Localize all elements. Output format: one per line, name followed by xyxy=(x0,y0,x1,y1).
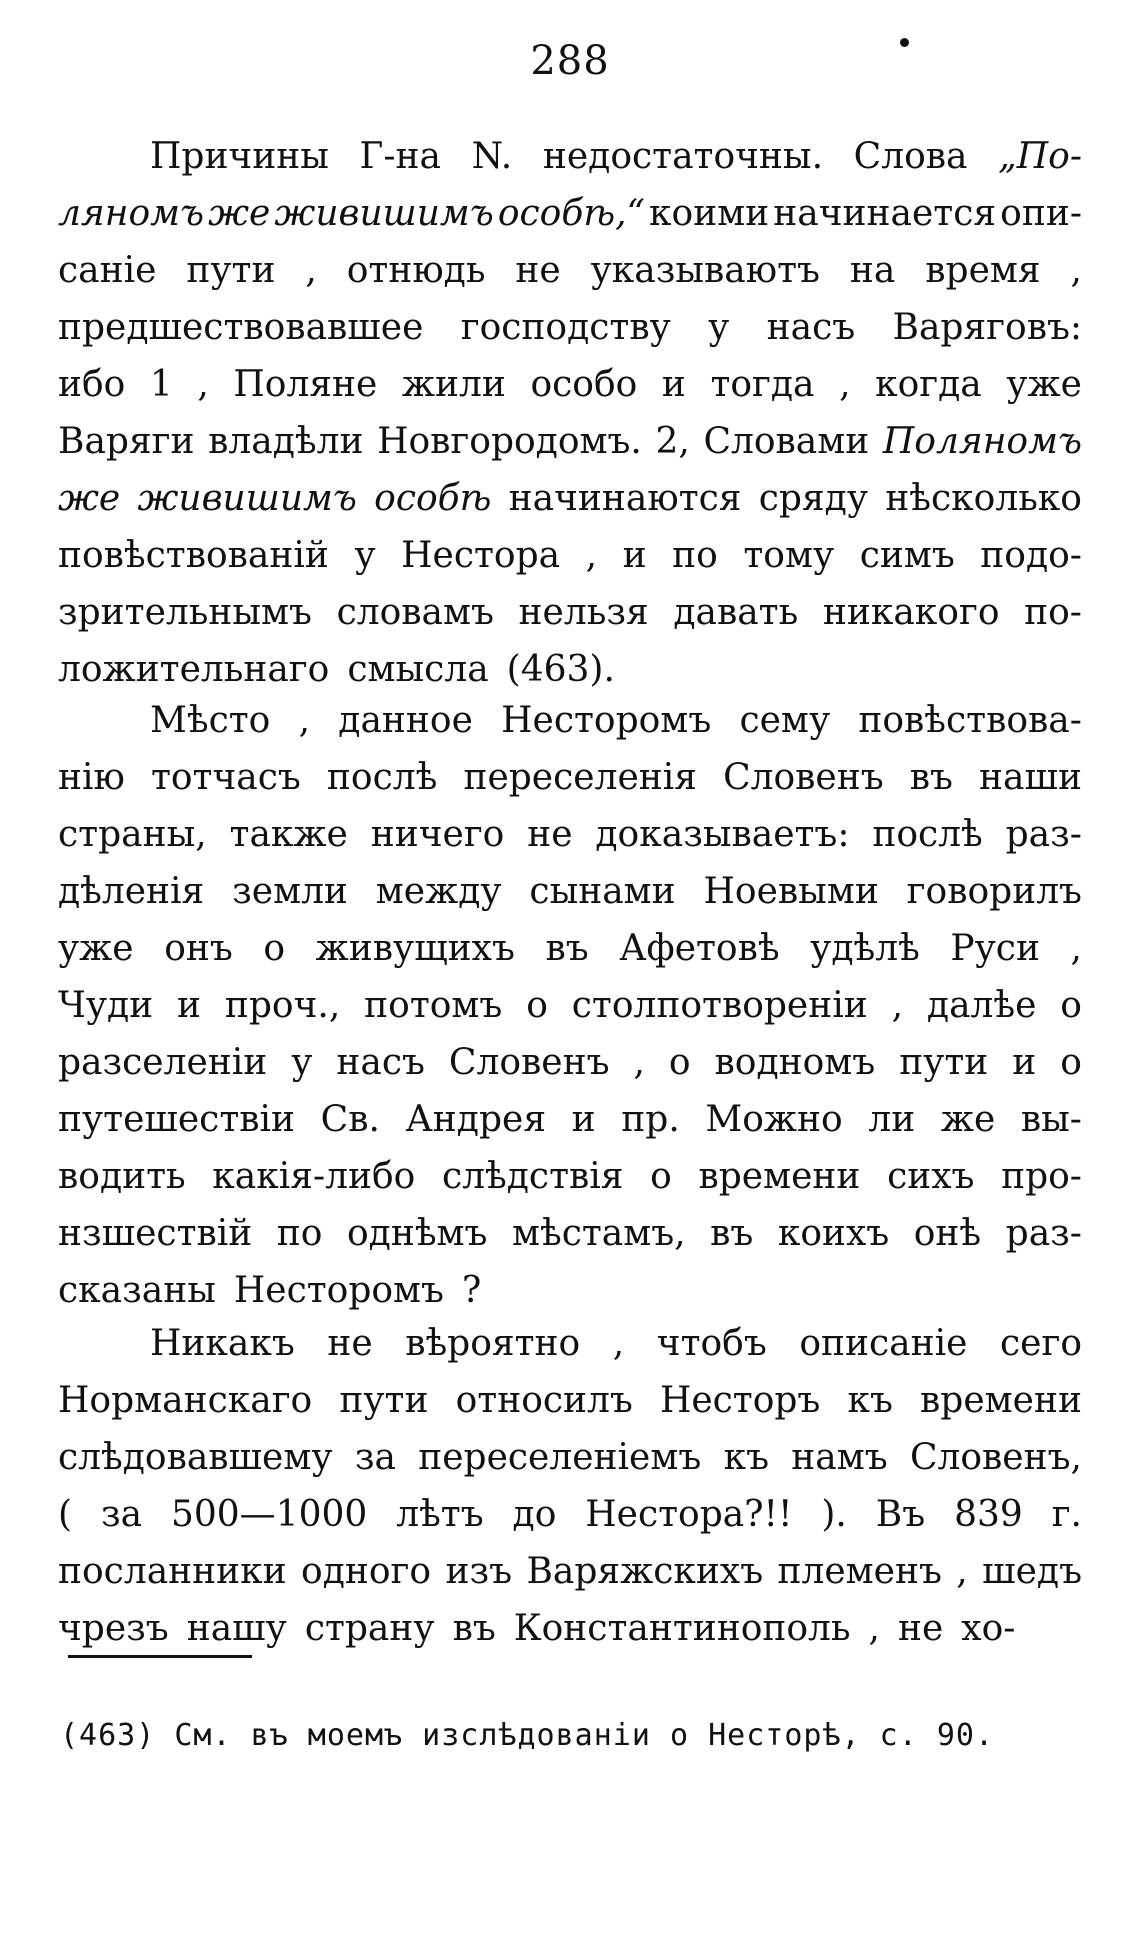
word: , xyxy=(1070,928,1082,969)
word: же xyxy=(940,1099,996,1140)
word: послѣ xyxy=(872,814,983,855)
word: и xyxy=(571,1099,596,1140)
text-line xyxy=(58,584,1082,641)
word: , xyxy=(839,364,851,405)
word: Андрея xyxy=(405,1099,547,1140)
word: данное xyxy=(338,700,473,741)
word: Словенъ, xyxy=(909,1437,1082,1478)
word: хо- xyxy=(961,1608,1016,1649)
word: , xyxy=(298,700,311,741)
text-line xyxy=(58,1034,1082,1091)
word: въ xyxy=(452,1608,496,1649)
word: 2, xyxy=(655,421,690,462)
word: уже xyxy=(1006,364,1082,405)
word: особо xyxy=(530,364,638,405)
word: когда xyxy=(875,364,982,405)
word: изъ xyxy=(445,1551,513,1592)
word: живишимъ xyxy=(137,478,357,519)
word: насъ xyxy=(766,307,856,348)
text-line xyxy=(58,1205,1082,1262)
word: 500—1000 xyxy=(170,1494,368,1535)
text-line xyxy=(58,692,1082,749)
word: Поляне xyxy=(233,364,378,405)
text-line xyxy=(58,977,1082,1034)
word: г. xyxy=(1051,1494,1082,1535)
word: , xyxy=(633,1042,645,1083)
word: описаніе xyxy=(799,1323,968,1364)
word: пути xyxy=(899,1042,989,1083)
word: жили xyxy=(401,364,506,405)
word: Руси xyxy=(950,928,1040,969)
word: про- xyxy=(1001,1156,1082,1197)
word: въ xyxy=(909,757,953,798)
word: ибо xyxy=(58,364,126,405)
word: Слова xyxy=(853,136,968,177)
word: за xyxy=(354,1437,396,1478)
word: у xyxy=(354,535,376,576)
word: , xyxy=(612,1323,625,1364)
word: особѣ,“ xyxy=(497,193,645,234)
word: повѣствова- xyxy=(858,700,1082,741)
word: живишимъ xyxy=(274,193,494,234)
word: N. xyxy=(471,136,513,177)
word: водить xyxy=(58,1156,186,1197)
word: на xyxy=(849,250,896,291)
word: Словами xyxy=(703,421,870,462)
word: времени xyxy=(698,1156,861,1197)
word: у xyxy=(708,307,730,348)
word: однѣмъ xyxy=(347,1213,488,1254)
word: ). xyxy=(821,1494,847,1535)
word: нѣсколько xyxy=(885,478,1082,519)
word: проч., xyxy=(224,985,341,1026)
word: Поляномъ xyxy=(882,421,1082,462)
word: же xyxy=(58,478,121,519)
word: симъ xyxy=(859,535,955,576)
word: зрительнымъ xyxy=(58,592,312,633)
word: о xyxy=(1060,985,1082,1026)
word: земли xyxy=(232,871,348,912)
paragraph-1 xyxy=(58,128,1082,698)
word: ложительнаго xyxy=(58,649,330,690)
word: столпотвореніи xyxy=(571,985,868,1026)
word: не xyxy=(515,250,561,291)
footnote-divider xyxy=(68,1655,252,1658)
text-line xyxy=(58,1315,1082,1372)
word: Варяжскихъ xyxy=(526,1551,764,1592)
word: потомъ xyxy=(364,985,503,1026)
text-line xyxy=(58,527,1082,584)
word: о xyxy=(668,1042,691,1083)
word: ? xyxy=(461,1270,482,1311)
word: отнюдь xyxy=(346,250,486,291)
word: нельзя xyxy=(518,592,649,633)
word: пути xyxy=(186,250,276,291)
text-line xyxy=(58,1429,1082,1486)
text-line xyxy=(58,1543,1082,1600)
word: далѣе xyxy=(926,985,1037,1026)
word: нзшествій xyxy=(58,1213,253,1254)
word: вы- xyxy=(1020,1099,1082,1140)
word: времени xyxy=(920,1380,1082,1421)
word: время xyxy=(925,250,1041,291)
word: по- xyxy=(1024,592,1082,633)
word: владѣли xyxy=(208,421,364,462)
paragraph-3 xyxy=(58,1315,1082,1657)
word: тотчасъ xyxy=(150,757,301,798)
word: начинается xyxy=(773,193,997,234)
word: не xyxy=(327,1323,373,1364)
word: чтобъ xyxy=(656,1323,767,1364)
text-line xyxy=(58,1091,1082,1148)
word: не xyxy=(897,1608,944,1649)
word: же xyxy=(208,193,271,234)
text-line xyxy=(58,749,1082,806)
word: шедъ xyxy=(982,1551,1082,1592)
word: послѣ xyxy=(326,757,438,798)
word: не xyxy=(527,814,573,855)
word: коими xyxy=(649,193,770,234)
word: наши xyxy=(979,757,1082,798)
word: и xyxy=(661,364,686,405)
word: коихъ xyxy=(777,1213,890,1254)
word: нашу xyxy=(186,1608,287,1649)
word: , xyxy=(1070,250,1082,291)
word: намъ xyxy=(791,1437,888,1478)
text-line xyxy=(58,413,1082,470)
text-line xyxy=(58,1600,1082,1657)
word: Св. xyxy=(320,1099,380,1140)
word: Никакъ xyxy=(150,1323,295,1364)
word: господству xyxy=(460,307,671,348)
word: вѣроятно xyxy=(405,1323,581,1364)
word: Ноевыми xyxy=(703,871,879,912)
word: предшествовавшее xyxy=(58,307,424,348)
word: сего xyxy=(999,1323,1082,1364)
word: Г-на xyxy=(359,136,441,177)
word: уже xyxy=(58,928,134,969)
word: лѣтъ xyxy=(396,1494,484,1535)
word: ( xyxy=(58,1494,73,1535)
word: , xyxy=(197,364,209,405)
word: словамъ xyxy=(336,592,494,633)
word: разселеніи xyxy=(58,1042,268,1083)
word: нію xyxy=(58,757,125,798)
word: и xyxy=(177,985,202,1026)
word: страну xyxy=(304,1608,435,1649)
word: по xyxy=(276,1213,323,1254)
ink-spot xyxy=(900,38,909,47)
word: слѣдовавшему xyxy=(58,1437,333,1478)
text-line xyxy=(58,641,1082,698)
word: и xyxy=(622,535,647,576)
word: мѣстамъ, xyxy=(511,1213,686,1254)
word: говорилъ xyxy=(906,871,1082,912)
word: водномъ xyxy=(714,1042,876,1083)
word: онѣ xyxy=(913,1213,982,1254)
text-line xyxy=(58,242,1082,299)
word: одного xyxy=(301,1551,432,1592)
word: о xyxy=(1060,1042,1082,1083)
word: , xyxy=(305,250,317,291)
word: сряду xyxy=(758,478,869,519)
page-number: 288 xyxy=(530,38,610,84)
word: сказаны xyxy=(58,1270,216,1311)
word: въ xyxy=(545,928,589,969)
text-line xyxy=(58,1262,1082,1319)
word: ляномъ xyxy=(58,193,204,234)
word: о xyxy=(263,928,286,969)
word: дѣленія xyxy=(58,871,205,912)
word: Словенъ xyxy=(723,757,884,798)
word: страны, xyxy=(58,814,207,855)
word: Нестора xyxy=(401,535,561,576)
word: , xyxy=(891,985,904,1026)
word: 839 xyxy=(954,1494,1023,1535)
word: сынами xyxy=(529,871,676,912)
word: насъ xyxy=(336,1042,425,1083)
word: относилъ xyxy=(455,1380,633,1421)
text-line xyxy=(58,1372,1082,1429)
text-line xyxy=(58,1486,1082,1543)
word: начинаются xyxy=(508,478,742,519)
word: Несторъ xyxy=(659,1380,821,1421)
word: , xyxy=(868,1608,880,1649)
word: чрезъ xyxy=(58,1608,169,1649)
paragraph-2 xyxy=(58,692,1082,1319)
text-line xyxy=(58,470,1082,527)
word: Мѣсто xyxy=(150,700,271,741)
word: также xyxy=(229,814,348,855)
word: Нестора?!! xyxy=(585,1494,793,1535)
word: переселенія xyxy=(463,757,697,798)
word: и xyxy=(1012,1042,1037,1083)
text-line xyxy=(58,1148,1082,1205)
word: смысла xyxy=(347,649,489,690)
word: , xyxy=(585,535,598,576)
word: у xyxy=(291,1042,313,1083)
word: Варяги xyxy=(58,421,195,462)
text-line xyxy=(58,806,1082,863)
word: Можно xyxy=(705,1099,843,1140)
word: тогда xyxy=(710,364,815,405)
word: Словенъ xyxy=(448,1042,610,1083)
word: пр. xyxy=(621,1099,680,1140)
word: „По- xyxy=(998,136,1082,177)
footnote: (463) См. въ моемъ изслѣдованіи о Несторѣ, с. 90. xyxy=(60,1718,995,1753)
word: ли xyxy=(868,1099,916,1140)
word: удѣлѣ xyxy=(810,928,920,969)
word: Норманскаго xyxy=(58,1380,313,1421)
word: тому xyxy=(743,535,835,576)
word: недостаточны. xyxy=(542,136,824,177)
word: по xyxy=(672,535,718,576)
word: Въ xyxy=(875,1494,926,1535)
word: за xyxy=(100,1494,143,1535)
text-line xyxy=(58,863,1082,920)
text-line xyxy=(58,299,1082,356)
word: Новгородомъ. xyxy=(377,421,642,462)
word: Причины xyxy=(150,136,329,177)
word: сихъ xyxy=(887,1156,975,1197)
word: сему xyxy=(739,700,831,741)
word: (463). xyxy=(506,649,615,690)
word: путешествіи xyxy=(58,1099,296,1140)
word: слѣдствія xyxy=(442,1156,624,1197)
word: опи- xyxy=(1000,193,1082,234)
word: раз- xyxy=(1005,814,1082,855)
word: особѣ xyxy=(374,478,492,519)
word: никакого xyxy=(822,592,1000,633)
word: раз- xyxy=(1005,1213,1082,1254)
word: онъ xyxy=(164,928,233,969)
word: племенъ xyxy=(777,1551,942,1592)
word: въ xyxy=(710,1213,754,1254)
word: 1 xyxy=(149,364,173,405)
word: доказываетъ: xyxy=(595,814,850,855)
text-line xyxy=(58,128,1082,185)
word: Константинополь xyxy=(513,1608,851,1649)
word: къ xyxy=(723,1437,769,1478)
word: подо- xyxy=(980,535,1082,576)
word: пути xyxy=(339,1380,429,1421)
word: какія-либо xyxy=(212,1156,416,1197)
word: къ xyxy=(847,1380,893,1421)
word: переселеніемъ xyxy=(418,1437,702,1478)
word: Варяговъ: xyxy=(892,307,1082,348)
word: о xyxy=(650,1156,672,1197)
word: живущихъ xyxy=(315,928,515,969)
word: , xyxy=(956,1551,968,1592)
word: ничего xyxy=(370,814,505,855)
word: между xyxy=(375,871,502,912)
word: Несторомъ xyxy=(233,1270,444,1311)
word: до xyxy=(512,1494,557,1535)
word: Несторомъ xyxy=(501,700,712,741)
word: саніе xyxy=(58,250,157,291)
word: Афетовѣ xyxy=(619,928,780,969)
word: давать xyxy=(673,592,799,633)
text-line xyxy=(58,185,1082,242)
word: Чуди xyxy=(58,985,154,1026)
text-line xyxy=(58,356,1082,413)
word: повѣствованій xyxy=(58,535,329,576)
word: указываютъ xyxy=(590,250,820,291)
text-line xyxy=(58,920,1082,977)
word: о xyxy=(526,985,548,1026)
word: посланники xyxy=(58,1551,287,1592)
